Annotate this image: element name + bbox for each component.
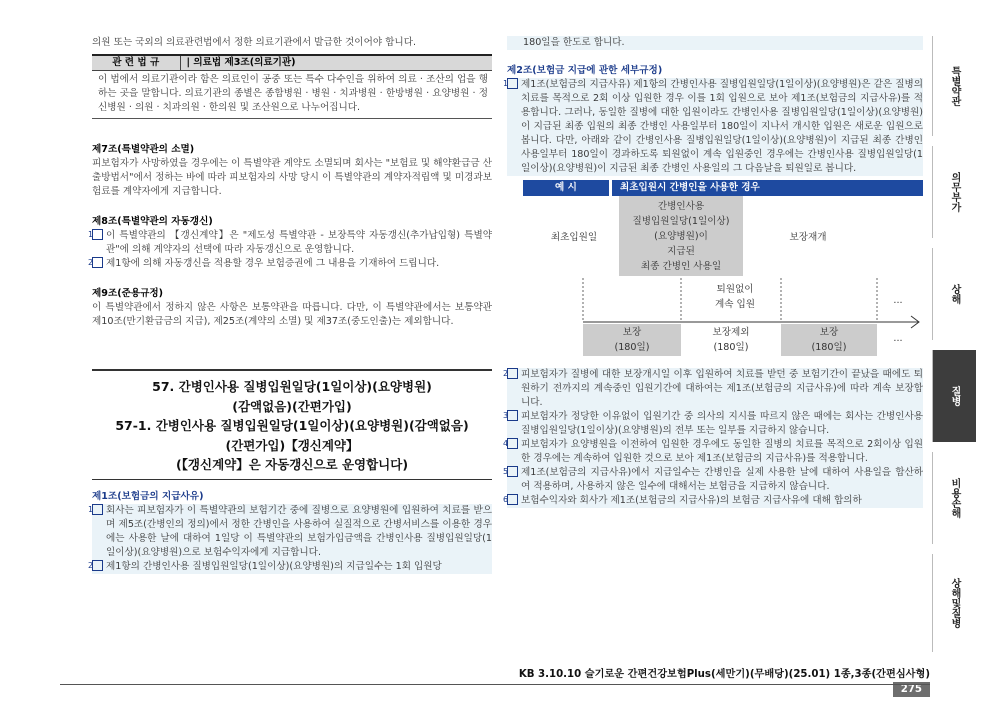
item-number: 2 xyxy=(507,368,518,379)
sidebar-tab-mandatory[interactable] xyxy=(932,146,976,238)
art1-item-2 xyxy=(87,560,492,574)
art8-item-2 xyxy=(87,257,492,271)
art2-item-3 xyxy=(502,410,923,438)
footer-product-name: KB 3.10.10 슬기로운 간편건강보험Plus(세만기)(무배당)(25.01) 1종,3종(간편심사형) xyxy=(518,669,930,680)
art2-item-5 xyxy=(502,466,923,494)
law-table-header-1: 관 련 법 규 xyxy=(92,55,180,71)
right-column xyxy=(502,36,923,508)
sidebar-tab-label: 상해 xyxy=(949,284,960,304)
sidebar-tab-disease[interactable] xyxy=(932,350,976,442)
law-table-body: 이 법에서 의료기관이라 함은 의료인이 공중 또는 특수 다수인을 위하여 의료 · 조산의 업을 행하는 곳을 말합니다. 의료기관의 종별은 종합병원 · 병원 · 치과병원 · 한방병원 · 요양병원 · 정신병원 · 의원 · 치과의원 · 한의원 및 조산원으로 나누어집니다. xyxy=(92,71,492,119)
art2-item-1 xyxy=(502,78,923,176)
item-number: 3 xyxy=(507,410,518,421)
art7-body: 피보험자가 사망하였을 경우에는 이 특별약관 계약도 소멸되며 회사는 "보험료 및 해약환급금 산출방법서"에서 정하는 바에 따라 피보험자의 사망 당시 이 특별약관의 계약자적립액 및 미경과보험료를 계약자에게 지급합니다. xyxy=(92,158,492,197)
section-title-line: (【갱신계약】은 자동갱신으로 운영합니다) xyxy=(175,457,409,472)
law-table xyxy=(92,54,492,119)
item-number: 4 xyxy=(507,438,518,449)
art9-title: 제9조(준용규정) xyxy=(92,288,164,299)
item-text: 제1항의 간병인사용 질병입원일당(1일이상)(요양병원)의 지급일수는 1회 입원당 xyxy=(106,560,442,572)
section-title-line: 57. 간병인사용 질병입원일당(1일이상)(요양병원) xyxy=(152,379,432,394)
box-line: (요양병원)이 xyxy=(654,231,708,242)
segment-line: 보장 xyxy=(622,327,642,338)
sidebar-tab-label: 비용손해 xyxy=(949,478,960,518)
segment-line: (180일) xyxy=(713,342,749,353)
section-title xyxy=(92,369,492,480)
art9-body: 이 특별약관에서 정하지 않은 사항은 보통약관을 따릅니다. 다만, 이 특별약관에서는 보통약관 제10조(만기환급금의 지급), 제25조(계약의 소멸) 및 제37조(중도인출)는 제외합니다. xyxy=(92,302,492,327)
box-line: 간병인사용 xyxy=(657,201,705,212)
sidebar-tab-special-terms[interactable] xyxy=(932,36,976,136)
item-text: 제1조(보험금의 지급사유) 제1항의 간병인사용 질병입원일당(1일이상)(요양병원)은 같은 질병의 치료를 목적으로 2회 이상 입원한 경우 이를 1회 입원으로 보아 제1조(보험금의 지급사유)를 적용합니다. 그러나, 동일한 질병에 대한 입원이라도 간병인사용 질병입원일당(1일이상)(요양병원)이 지급된 최종 입원의 최종 간병인 사용일부터 180일이 지나서 개시한 입원은 새로운 입원으로 봅니다. 다만, 아래와 같이 간병인사용 질병입원일당(1일이상)(요양병원)이 지급된 최종 간병인 사용일부터 180일이 경과하도록 퇴원없이 계속 입원중인 경우에는 간병인사용 질병입원일당(1일이상)(요양병원)이 지급된 최종 간병인 사용일의 그 다음날을 퇴원일로 봅니다. xyxy=(521,79,923,174)
coverage-segment-2 xyxy=(781,324,877,356)
sidebar-tab-label: 상해및질병 xyxy=(949,578,960,628)
art8-title: 제8조(특별약관의 자동갱신) xyxy=(92,216,213,227)
art2-item-2 xyxy=(502,368,923,410)
art2-title: 제2조(보험금 지급에 관한 세부규정) xyxy=(507,65,663,76)
segment-line: (180일) xyxy=(614,342,650,353)
item-text: 보험수익자와 회사가 제1조(보험금의 지급사유)의 보험금 지급사유에 대해 합의하 xyxy=(521,495,862,506)
item-number: 1 xyxy=(92,504,103,515)
item-text: 피보험자가 정당한 이유없이 입원기간 중 의사의 지시를 따르지 않은 때에는 회사는 간병인사용 질병입원일당(1일이상)(요양병원)의 전부 또는 일부를 지급하지 않습니다. xyxy=(521,411,923,436)
item-number: 5 xyxy=(507,466,518,477)
item-number: 1 xyxy=(507,78,518,89)
intro-text: 의원 또는 국외의 의료관련법에서 정한 의료기관에서 발급한 것이어야 합니다. xyxy=(92,37,417,48)
sidebar-tab-label: 특별약관 xyxy=(949,66,960,106)
box-line: 질병입원일당(1일이상) xyxy=(632,216,730,227)
sidebar-tab-injury-disease[interactable] xyxy=(932,554,976,652)
ellipsis: ... xyxy=(893,333,903,344)
page-number: 275 xyxy=(893,682,930,697)
art8-item-1 xyxy=(87,229,492,257)
art2-item-4 xyxy=(502,438,923,466)
coverage-restart-label: 보장재개 xyxy=(789,232,827,243)
item-number: 2 xyxy=(92,257,103,268)
item-text: 제1조(보험금의 지급사유)에서 지급일수는 간병인을 실제 사용한 날에 대하여 사용일을 합산하여 적용하며, 사용하지 않은 일수에 대해서는 보험금을 지급하지 않습니다. xyxy=(521,467,923,492)
continued-text: 180일을 한도로 합니다. xyxy=(507,36,923,50)
segment-line: (180일) xyxy=(811,342,847,353)
law-table-header-2: | 의료법 제3조(의료기관) xyxy=(180,55,492,71)
left-column xyxy=(87,36,492,574)
sidebar-tab-label: 의무부가 xyxy=(949,172,960,212)
item-number: 6 xyxy=(507,494,518,505)
item-text: 이 특별약관의 【갱신계약】은 "제도성 특별약관 - 보장특약 자동갱신(추가납입형) 특별약관"에 의해 계약자의 선택에 따라 자동갱신으로 운영합니다. xyxy=(106,230,492,255)
section-title-line: 57-1. 간병인사용 질병입원일당(1일이상)(요양병원)(감액없음) xyxy=(115,418,469,433)
item-text: 회사는 피보험자가 이 특별약관의 보험기간 중에 질병으로 요양병원에 입원하여 치료를 받으며 제5조(간병인의 정의)에서 정한 간병인을 사용하여 실질적으로 간병서비스를 이용한 경우에는 사용한 날에 대하여 1일당 이 특별약관의 보험가입금액을 간병인사용 질병입원일당(1일이상)(요양병원)으로 보험수익자에게 지급합니다. xyxy=(106,504,492,558)
section-title-line: (간편가입)【갱신계약】 xyxy=(225,437,359,453)
item-number: 1 xyxy=(92,229,103,240)
segment-line: 보장제외 xyxy=(712,327,750,338)
first-admission-label: 최초입원일 xyxy=(550,232,598,243)
art2-item-6 xyxy=(502,494,923,508)
item-text: 피보험자가 질병에 대한 보장개시일 이후 입원하여 치료를 받던 중 보험기간이 끝났을 때에도 퇴원하기 전까지의 계속중인 입원기간에 대하여는 제1조(보험금의 지급사유)에 따라 계속 보장합니다. xyxy=(521,369,923,408)
item-number: 2 xyxy=(92,560,103,571)
page-footer xyxy=(500,668,930,695)
art1-title: 제1조(보험금의 지급사유) xyxy=(92,490,204,502)
item-text: 제1항에 의해 자동갱신을 적용할 경우 보험증권에 그 내용을 기재하여 드립니다. xyxy=(106,258,440,269)
item-text: 피보험자가 요양병원을 이전하여 입원한 경우에도 동일한 질병의 치료를 목적으로 2회이상 입원한 경우에는 계속하여 입원한 것으로 보아 제1조(보험금의 지급사유)를 적용합니다. xyxy=(521,439,923,464)
box-line: 최종 간병인 사용일 xyxy=(640,261,722,272)
art1-item-1 xyxy=(87,504,492,560)
box-line: 지급된 xyxy=(667,246,695,257)
ellipsis: ... xyxy=(893,295,903,306)
footer-divider xyxy=(60,684,930,685)
sidebar-tab-injury[interactable] xyxy=(932,248,976,340)
example-label: 예 시 xyxy=(523,180,609,196)
coverage-segment-1 xyxy=(583,324,681,356)
label-line: 계속 입원 xyxy=(714,299,756,310)
example-caption: 최초입원시 간병인을 사용한 경우 xyxy=(612,180,923,196)
sidebar-tab-expense[interactable] xyxy=(932,452,976,544)
exclusion-segment xyxy=(681,325,781,355)
section-title-line: (감액없음)(간편가입) xyxy=(232,398,352,414)
segment-line: 보장 xyxy=(819,327,839,338)
label-line: 퇴원없이 xyxy=(716,284,754,295)
art7-title: 제7조(특별약관의 소멸) xyxy=(92,144,195,155)
example-diagram xyxy=(523,196,923,366)
example-header xyxy=(523,180,923,196)
sidebar-tab-label: 질병 xyxy=(949,386,960,406)
